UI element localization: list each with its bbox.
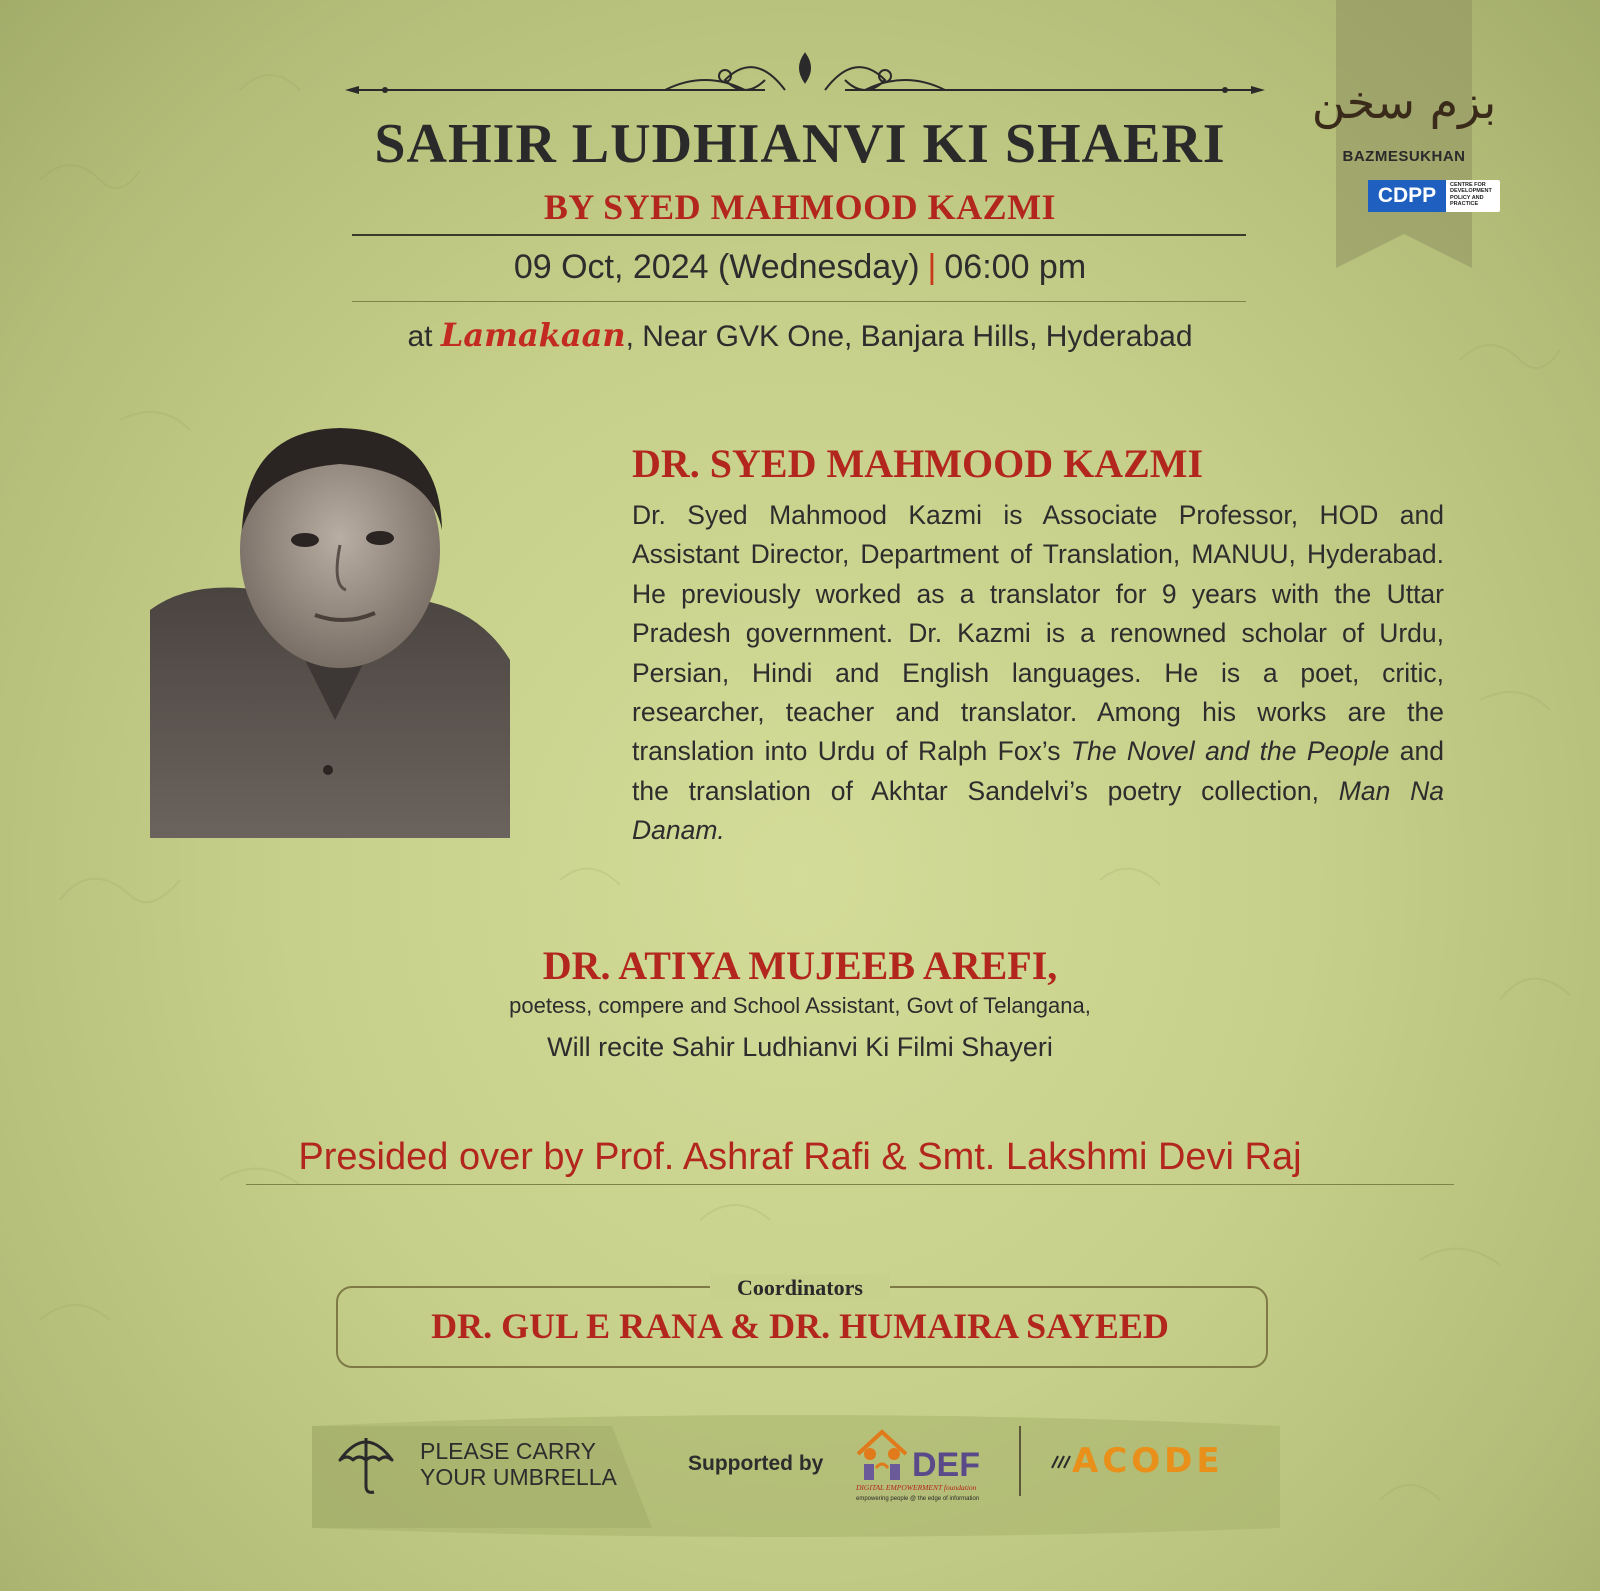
presided-by: Presided over by Prof. Ashraf Rafi & Smt. Lakshmi Devi Raj (298, 1136, 1302, 1178)
guest-recital: Will recite Sahir Ludhianvi Ki Filmi Shayeri (547, 1032, 1053, 1062)
divider-line (246, 1184, 1454, 1185)
divider-line (352, 301, 1246, 302)
speaker-name: DR. SYED MAHMOOD KAZMI (632, 441, 1204, 486)
bio-book-title: Man Na Danam. (632, 775, 1444, 846)
bio-text: and the translation of Akhtar Sandelvi’s poetry collection, (632, 736, 1445, 806)
speaker-photo (150, 420, 510, 838)
venue-name: Lamakaan (440, 316, 626, 354)
badge-name: BAZMESUKHAN (1342, 148, 1466, 165)
speaker-bio (632, 496, 1444, 851)
venue-line (0, 316, 1600, 354)
umbrella-notice-line1: PLEASE CARRY (420, 1438, 596, 1464)
guest-name: DR. ATIYA MUJEEB AREFI, (542, 943, 1058, 988)
bazmesukhan-logo (1311, 36, 1497, 146)
bio-book-title: The Novel and the People (1070, 736, 1390, 767)
cdpp-full: CENTRE FOR DEVELOPMENT POLICY AND PRACTICE (1450, 182, 1492, 208)
umbrella-notice-line2: YOUR UMBRELLA (420, 1464, 617, 1490)
event-subtitle: BY SYED MAHMOOD KAZMI (543, 187, 1057, 227)
coordinator-names: DR. GUL E RANA & DR. HUMAIRA SAYEED (431, 1306, 1169, 1346)
header-ornament (345, 34, 1265, 104)
def-logo-text: DEF (912, 1446, 980, 1484)
cdpp-short: CDPP (1368, 180, 1446, 212)
venue-prefix: at (407, 320, 433, 353)
separator: | (927, 248, 937, 286)
supported-by-label: Supported by (688, 1452, 824, 1475)
guest-role: poetess, compere and School Assistant, Govt of Telangana, (509, 993, 1091, 1018)
logo-divider (1019, 1426, 1021, 1496)
acode-logo (1050, 1434, 1250, 1484)
divider-line (352, 234, 1246, 236)
event-time: 06:00 pm (944, 248, 1087, 286)
venue-address: , Near GVK One, Banjara Hills, Hyderabad (625, 320, 1193, 353)
event-title: SAHIR LUDHIANVI KI SHAERI (374, 113, 1226, 175)
acode-logo-text: ACODE (1072, 1441, 1224, 1481)
def-logo-fullname: DIGITAL EMPOWERMENT foundation (856, 1483, 977, 1492)
umbrella-notice (420, 1438, 617, 1490)
event-date: 09 Oct, 2024 (Wednesday) (513, 248, 920, 286)
def-logo (852, 1424, 992, 1504)
bio-text: Dr. Syed Mahmood Kazmi is Associate Professor, HOD and Assistant Director, Department of Translation, MANUU, Hyderabad. He previously worked as a translator for 9 years with the Uttar Pradesh government. Dr. Kazmi is a renowned scholar of Urdu, Persian, Hindi and English languages. He is a poet, critic, researcher, teacher and translator. Among his works are the translation into Urdu of Ralph Fox’s (632, 500, 1444, 767)
coordinators-label: Coordinators (710, 1275, 890, 1301)
umbrella-icon (338, 1432, 394, 1496)
cdpp-logo (1368, 180, 1500, 212)
def-logo-tagline: empowering people @ the edge of information (856, 1496, 980, 1502)
bazmesukhan-logo-text: بزم سخن (1311, 75, 1497, 129)
